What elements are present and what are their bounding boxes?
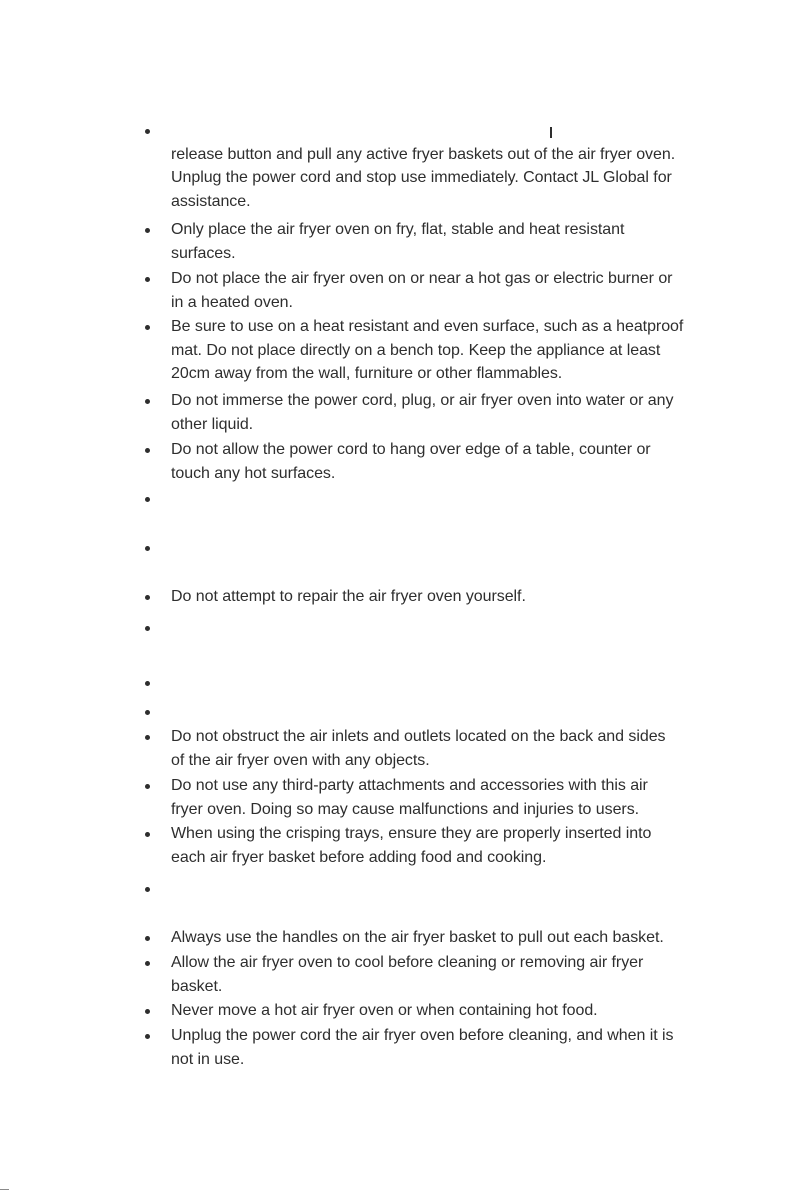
bullet-icon bbox=[145, 546, 150, 551]
bullet-line: fryer oven. Doing so may cause malfunctions and injuries to users. bbox=[171, 800, 640, 818]
bullet-text bbox=[171, 315, 683, 386]
bullet-line: When using the crisping trays, ensure they are properly inserted into bbox=[171, 825, 652, 842]
bullet-line: Allow the air fryer oven to cool before cleaning or removing air fryer bbox=[171, 954, 644, 971]
bullet-text bbox=[171, 438, 651, 485]
bullet-icon bbox=[145, 1034, 150, 1039]
bullet-text bbox=[171, 267, 672, 314]
bullet-line: assistance. bbox=[171, 192, 251, 210]
bullet-line: basket. bbox=[171, 977, 223, 995]
bullet-line: Never move a hot air fryer oven or when containing hot food. bbox=[171, 1002, 598, 1019]
bullet-line: Unplug the power cord the air fryer oven before cleaning, and when it is bbox=[171, 1027, 674, 1044]
bullet-icon bbox=[145, 735, 150, 740]
bullet-icon bbox=[145, 595, 150, 600]
bullet-text bbox=[171, 1024, 673, 1071]
bullet-line: Do not attempt to repair the air fryer oven yourself. bbox=[171, 588, 526, 605]
bullet-text bbox=[171, 822, 651, 869]
bullet-text bbox=[171, 951, 643, 998]
bullet-line: Be sure to use on a heat resistant and even surface, such as a heatproof bbox=[171, 318, 684, 335]
bullet-text bbox=[171, 999, 598, 1023]
bullet-icon bbox=[145, 681, 150, 686]
bullet-text bbox=[171, 926, 664, 950]
bullet-line: not in use. bbox=[171, 1050, 245, 1068]
bullet-icon bbox=[145, 832, 150, 837]
bullet-line: 20cm away from the wall, furniture or other flammables. bbox=[171, 365, 563, 382]
bullet-line: Do not immerse the power cord, plug, or air fryer oven into water or any bbox=[171, 392, 674, 409]
bullet-icon bbox=[145, 626, 150, 631]
bullet-line: Do not use any third-party attachments and accessories with this air bbox=[171, 777, 648, 794]
bullet-line: Do not place the air fryer oven on or near a hot gas or electric burner or bbox=[171, 270, 673, 287]
bullet-icon bbox=[145, 1009, 150, 1014]
bullet-text bbox=[171, 389, 673, 436]
bullet-icon bbox=[145, 228, 150, 233]
bullet-line: in a heated oven. bbox=[171, 293, 293, 311]
bullet-icon bbox=[145, 497, 150, 502]
bullet-line-blank bbox=[171, 119, 675, 143]
bullet-line: Always use the handles on the air fryer basket to pull out each basket. bbox=[171, 929, 664, 946]
bullet-line: other liquid. bbox=[171, 415, 254, 433]
bullet-icon bbox=[145, 448, 150, 453]
bullet-line: surfaces. bbox=[171, 244, 236, 262]
corner-mark bbox=[0, 1189, 9, 1190]
bullet-line: touch any hot surfaces. bbox=[171, 464, 336, 482]
bullet-text bbox=[171, 774, 648, 821]
bullet-line: Only place the air fryer oven on fry, flat, stable and heat resistant bbox=[171, 221, 625, 238]
bullet-line: of the air fryer oven with any objects. bbox=[171, 751, 430, 769]
bullet-icon bbox=[145, 710, 150, 715]
bullet-line: Do not allow the power cord to hang over edge of a table, counter or bbox=[171, 441, 651, 458]
bullet-text bbox=[171, 585, 526, 609]
bullet-icon bbox=[145, 961, 150, 966]
bullet-icon bbox=[145, 129, 150, 134]
bullet-icon bbox=[145, 325, 150, 330]
bullet-icon bbox=[145, 784, 150, 789]
bullet-icon bbox=[145, 887, 150, 892]
bullet-text bbox=[171, 119, 675, 213]
bullet-line: Unplug the power cord and stop use immediately. Contact JL Global for bbox=[171, 169, 672, 186]
bullet-icon bbox=[145, 277, 150, 282]
bullet-line: each air fryer basket before adding food and cooking. bbox=[171, 848, 547, 866]
bullet-line: release button and pull any active fryer baskets out of the air fryer oven. bbox=[171, 145, 676, 163]
bullet-text bbox=[171, 218, 624, 265]
bullet-icon bbox=[145, 399, 150, 404]
bullet-line: mat. Do not place directly on a bench top. Keep the appliance at least bbox=[171, 341, 661, 359]
bullet-text bbox=[171, 725, 666, 772]
bullet-line: Do not obstruct the air inlets and outlets located on the back and sides bbox=[171, 728, 666, 745]
bullet-icon bbox=[145, 936, 150, 941]
